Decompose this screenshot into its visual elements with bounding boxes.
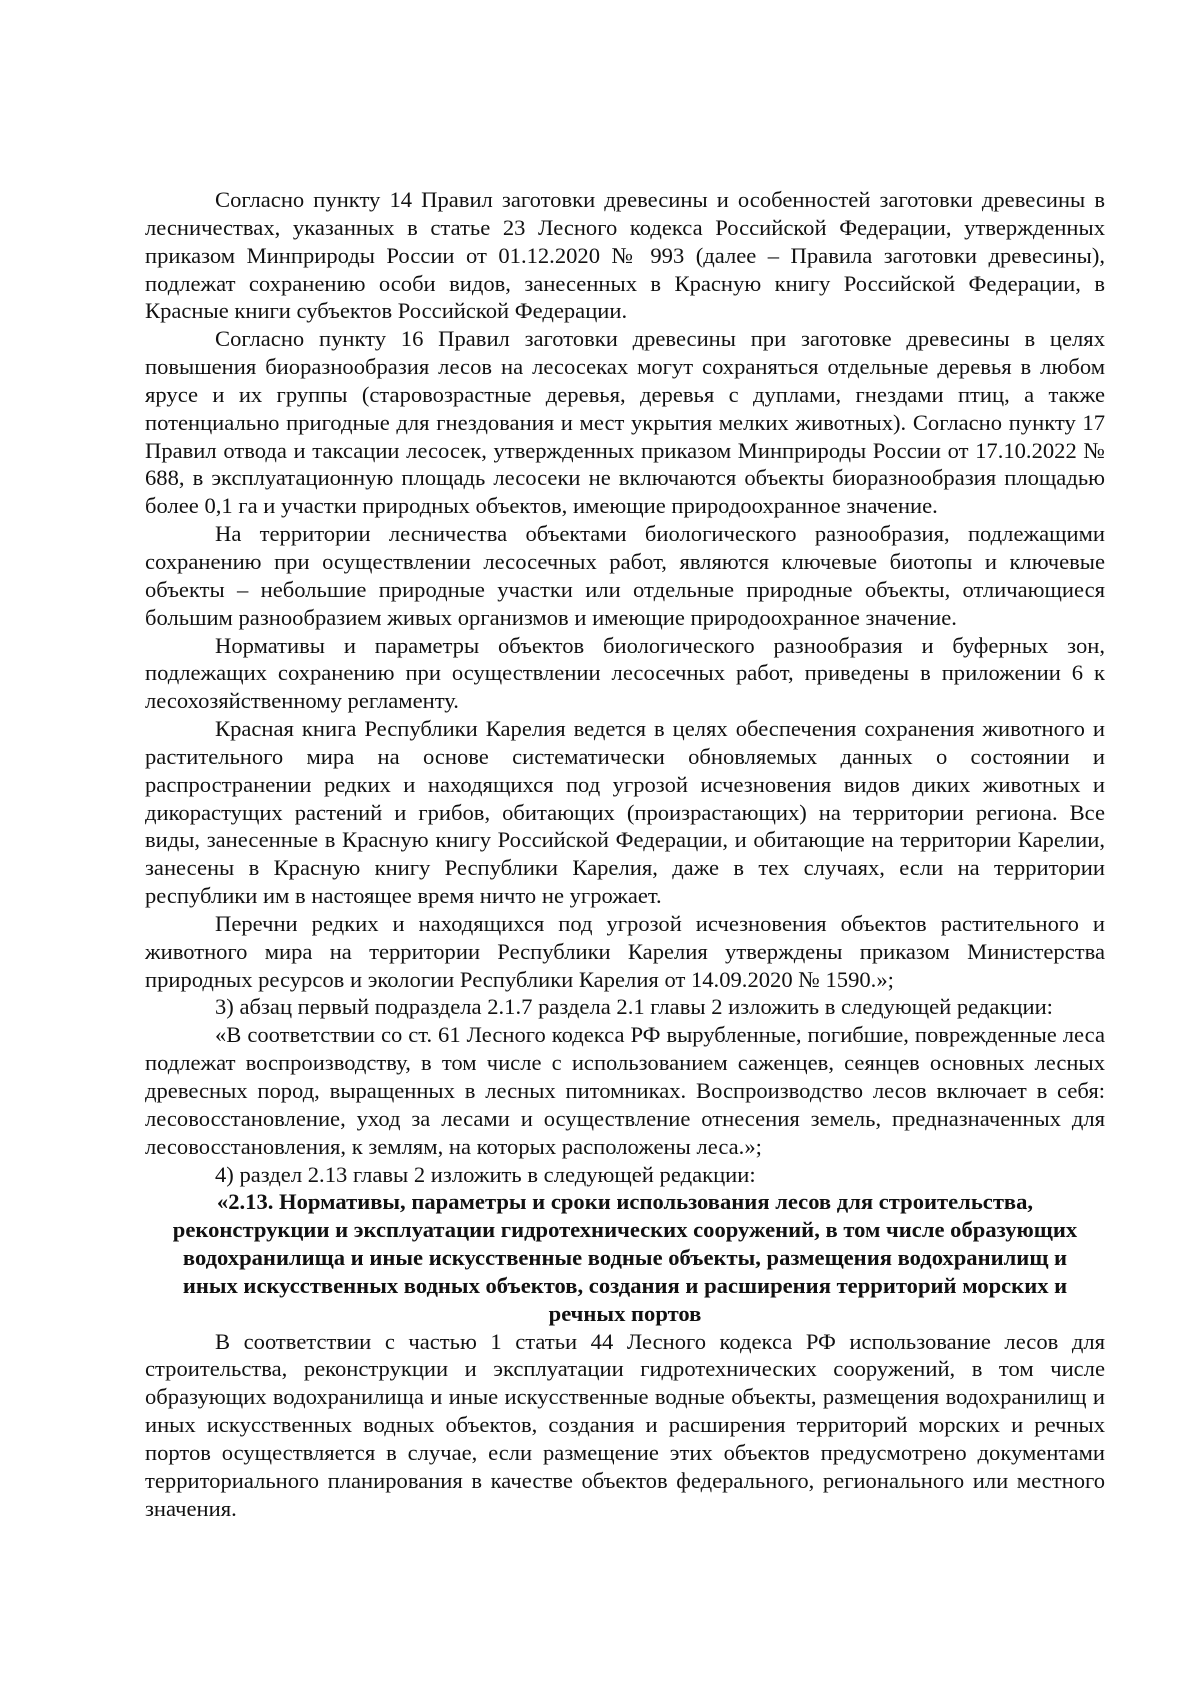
- paragraph-biodiversity-objects: На территории лесничества объектами биологического разнообразия, подлежащими сохранению при осуществлении лесосечных работ, являются ключевые биотопы и ключевые объекты – небольшие природные участки или отдельные природные объекты, отличающиеся большим разнообразием живых организмов и имеющие природоохранное значение.: [145, 521, 1105, 630]
- paragraph-red-book: Красная книга Республики Карелия ведется в целях обеспечения сохранения животного и растительного мира на основе систематически обновляемых данных о состоянии и распространении редких и находящихся под угрозой исчезновения видов диких животных и дикорастущих растений и грибов, обитающих (произрастающих) на территории региона. Все виды, занесенные в Красную книгу Российской Федерации, и обитающие на территории Карелии, занесены в Красную книгу Республики Карелия, даже в тех случаях, если на территории республики им в настоящее время ничто не угрожает.: [145, 716, 1105, 909]
- paragraph-amendment-4: 4) раздел 2.13 главы 2 изложить в следующей редакции:: [215, 1161, 756, 1187]
- paragraph-amendment-3: 3) абзац первый подраздела 2.1.7 раздела 2.1 главы 2 изложить в следующей редакции:: [215, 994, 1053, 1020]
- paragraph-rules-item-14: Согласно пункту 14 Правил заготовки древесины и особенностей заготовки древесины в лесничествах, указанных в статье 23 Лесного кодекса Российской Федерации, утвержденных приказом Минприроды России от 01.12.2020 № 993 (далее – Правила заготовки древесины), подлежат сохранению особи видов, занесенных в Красную книгу Российской Федерации, в Красные книги субъектов Российской Федерации.: [145, 187, 1105, 324]
- section-heading-2-13: «2.13. Нормативы, параметры и сроки использования лесов для строительства, реконструкции и эксплуатации гидротехнических сооружений, в том числе образующих водохранилища и иные искусственные водные объекты, размещения водохранилищ и иных искусственных водных объектов, создания и расширения территорий морских и речных портов: [172, 1189, 1078, 1326]
- paragraph-norms-appendix: Нормативы и параметры объектов биологического разнообразия и буферных зон, подлежащих сохранению при осуществлении лесосечных работ, приведены в приложении 6 к лесохозяйственному регламенту.: [145, 632, 1105, 714]
- paragraph-rules-item-16-17: Согласно пункту 16 Правил заготовки древесины при заготовке древесины в целях повышения биоразнообразия лесов на лесосеках могут сохраняться отдельные деревья в любом ярусе и их группы (старовозрастные деревья, деревья с дуплами, гнездами птиц, а также потенциально пригодные для гнездования и мест укрытия мелких животных). Согласно пункту 17 Правил отвода и таксации лесосек, утвержденных приказом Минприроды России от 17.10.2022 № 688, в эксплуатационную площадь лесосеки не включаются объекты биоразнообразия площадью более 0,1 га и участки природных объектов, имеющие природоохранное значение.: [145, 326, 1105, 519]
- paragraph-reproduction-of-forests: «В соответствии со ст. 61 Лесного кодекса РФ вырубленные, погибшие, поврежденные леса подлежат воспроизводству, в том числе с использованием саженцев, сеянцев основных лесных древесных пород, выращенных в лесных питомниках. Воспроизводство лесов включает в себя: лесовосстановление, уход за лесами и осуществление отнесения земель, предназначенных для лесовосстановления, к землям, на которых расположены леса.»;: [145, 1022, 1105, 1159]
- document-page: [145, 186, 1105, 1523]
- paragraph-rare-species-lists: Перечни редких и находящихся под угрозой исчезновения объектов растительного и животного мира на территории Республики Карелия утверждены приказом Министерства природных ресурсов и экологии Республики Карелия от 14.09.2020 № 1590.»;: [145, 910, 1105, 992]
- paragraph-article-44: В соответствии с частью 1 статьи 44 Лесного кодекса РФ использование лесов для строительства, реконструкции и эксплуатации гидротехнических сооружений, в том числе образующих водохранилища и иные искусственные водные объекты, размещения водохранилищ и иных искусственных водных объектов, создания и расширения территорий морских и речных портов осуществляется в случае, если размещение этих объектов предусмотрено документами территориального планирования в качестве объектов федерального, регионального или местного значения.: [145, 1328, 1105, 1521]
